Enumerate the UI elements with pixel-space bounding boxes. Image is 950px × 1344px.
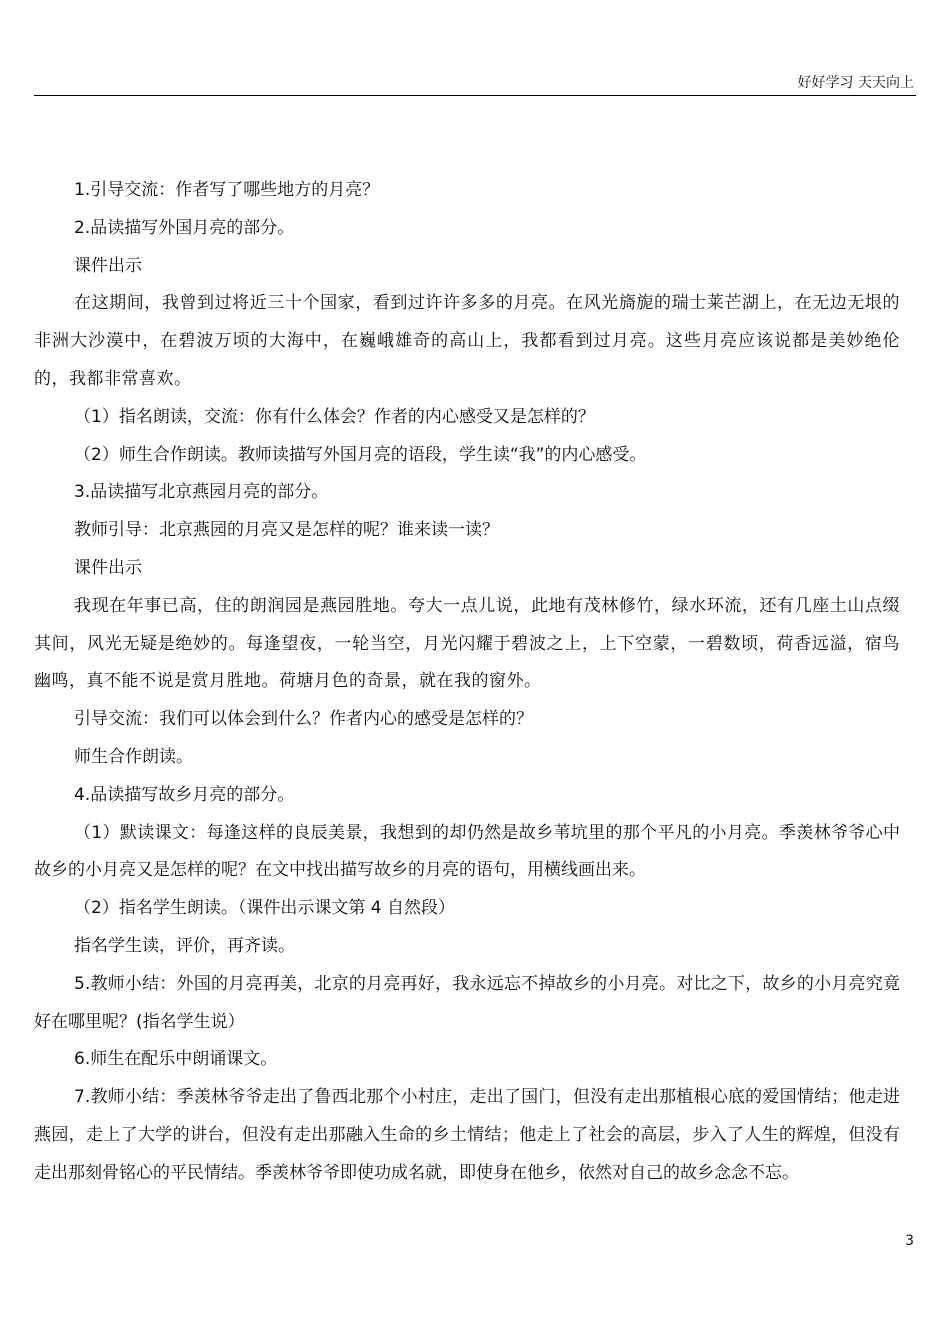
- page-header-motto: 好好学习 天天向上: [797, 75, 914, 91]
- paragraph-2: 2.品读描写外国月亮的部分。: [74, 217, 295, 238]
- paragraph-15: （2）指名学生朗读。（课件出示课文第 4 自然段）: [74, 898, 455, 919]
- paragraph-1: 1.引导交流：作者写了哪些地方的月亮？: [74, 180, 380, 200]
- paragraph-13: 4.品读描写故乡月亮的部分。: [74, 784, 295, 805]
- document-body: [34, 172, 900, 1193]
- header-divider: [34, 95, 916, 96]
- quote-foreign-moon: 在这期间，我曾到过将近三十个国家，看到过许许多多的月亮。在风光旖旎的瑞士莱芒湖上，在无边无垠的非洲大沙漠中，在碧波万顷的大海中，在巍峨雄奇的高山上，我都看到过月亮。这些月亮应该说都是美妙绝伦的，我都非常喜欢。: [34, 293, 900, 389]
- paragraph-16: 指名学生读，评价，再齐读。: [74, 935, 295, 956]
- paragraph-18: 6.师生在配乐中朗诵课文。: [74, 1049, 278, 1070]
- paragraph-12: 师生合作朗读。: [74, 746, 193, 767]
- page-number: 3: [905, 1233, 914, 1249]
- paragraph-6: （2）师生合作朗读。教师读描写外国月亮的语段，学生读“我”的内心感受。: [74, 444, 647, 465]
- paragraph-14: （1）默读课文：每逢这样的良辰美景，我想到的却仍然是故乡苇坑里的那个平凡的小月亮。季羡林爷爷心中故乡的小月亮又是怎样的呢？在文中找出描写故乡的月亮的语句，用横线画出来。: [34, 822, 900, 881]
- paragraph-11: 引导交流：我们可以体会到什么？作者内心的感受是怎样的？: [74, 709, 533, 730]
- paragraph-19: 7.教师小结：季羡林爷爷走出了鲁西北那个小村庄，走出了国门，但没有走出那植根心底的爱国情结；他走进燕园，走上了大学的讲台，但没有走出那融入生命的乡土情结；他走上了社会的高层，步入了人生的辉煌，但没有走出那刻骨铭心的平民情结。季羡林爷爷即使功成名就，即使身在他乡，依然对自己的故乡念念不忘。: [34, 1087, 900, 1183]
- paragraph-8: 教师引导：北京燕园的月亮又是怎样的呢？谁来读一读？: [74, 520, 499, 541]
- paragraph-17: 5.教师小结：外国的月亮再美，北京的月亮再好，我永远忘不掉故乡的小月亮。对比之下，故乡的小月亮究竟好在哪里呢？(指名学生说）: [34, 973, 900, 1032]
- quote-yanyuan-moon: 我现在年事已高，住的朗润园是燕园胜地。夸大一点儿说，此地有茂林修竹，绿水环流，还有几座土山点缀其间，风光无疑是绝妙的。每逢望夜，一轮当空，月光闪耀于碧波之上，上下空蒙，一碧数顷，荷香远溢，宿鸟幽鸣，真不能不说是赏月胜地。荷塘月色的奇景，就在我的窗外。: [34, 595, 900, 692]
- paragraph-7: 3.品读描写北京燕园月亮的部分。: [74, 482, 329, 503]
- paragraph-5: （1）指名朗读，交流：你有什么体会？作者的内心感受又是怎样的？: [74, 406, 595, 427]
- paragraph-3: 课件出示: [74, 255, 142, 276]
- paragraph-9: 课件出示: [74, 557, 142, 578]
